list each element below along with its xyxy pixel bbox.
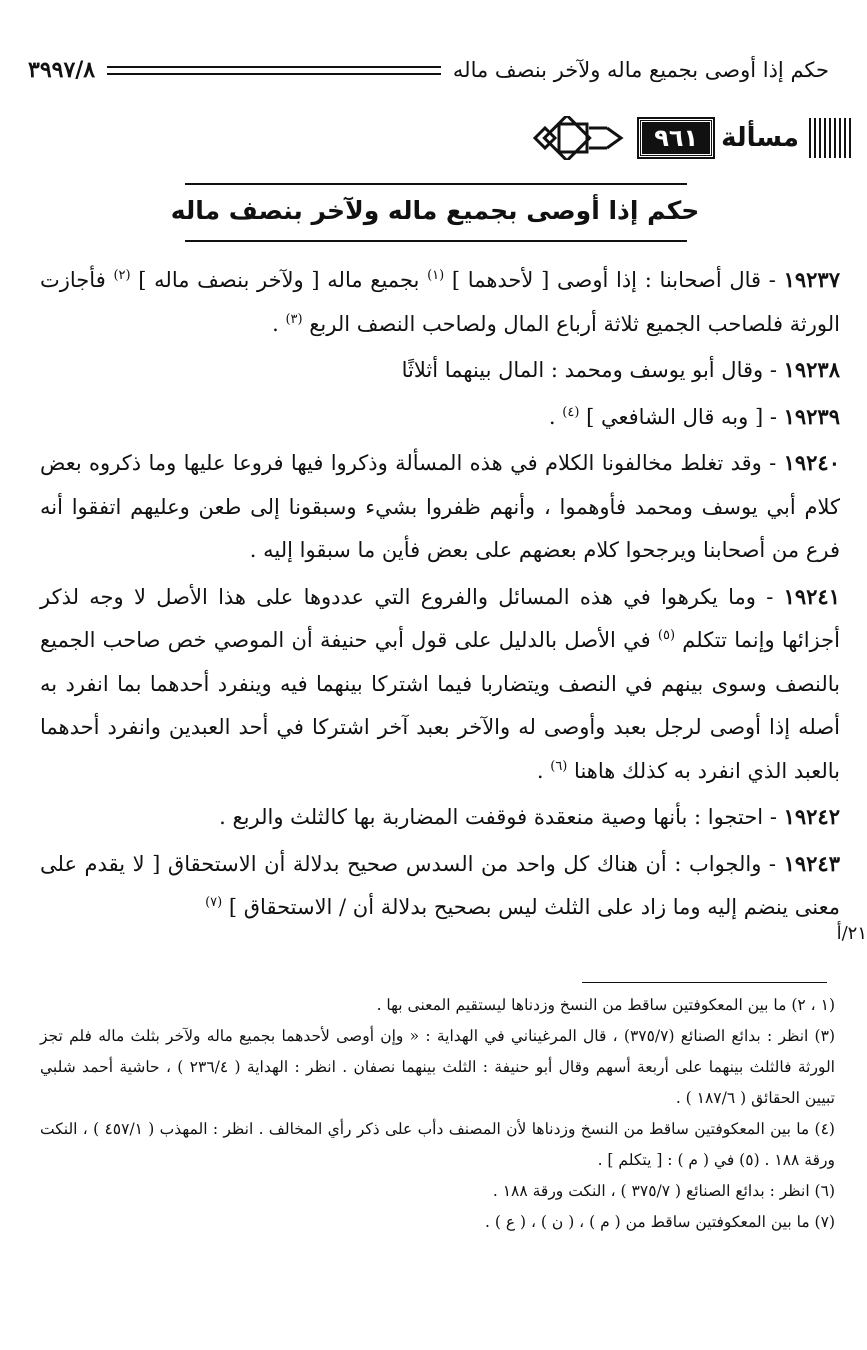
paragraph-text: .: [272, 311, 286, 336]
footnote-ref: (٦): [550, 758, 568, 774]
running-title: حكم إذا أوصى بجميع ماله ولآخر بنصف ماله: [452, 58, 829, 82]
paragraph-number: ١٩٢٤٢: [783, 804, 840, 829]
paragraph-text: - وقال أبو يوسف ومحمد : المال بينهما أثلاثًا: [401, 358, 784, 382]
footnote-separator: [582, 982, 827, 983]
paragraph-text: - وما يكرهوا في هذه المسائل والفروع التي عددوها على هذا الأصل لا وجه لذكر أجزائها وإنما تتكلم: [40, 584, 840, 652]
footnote-ref: (٣): [285, 311, 303, 327]
title-rule-top: [185, 183, 687, 185]
main-text: [40, 258, 840, 932]
paragraph: [40, 395, 840, 440]
masala-number: ٩٦١: [639, 119, 713, 157]
footnote: (٤) ما بين المعكوفتين ساقط من النسخ وزدناها لأن المصنف دأب على ذكر رأي المخالف . انظر : المهذب ( ٤٥٧/١ ) ، النكت ورقة ١٨٨ . (٥) في ( م ) : [ يتكلم ] .: [40, 1120, 835, 1169]
manuscript-folio-note: ٢١/أ: [836, 923, 867, 944]
paragraph-text: في الأصل بالدليل على قول أبي حنيفة أن الموصي خص صاحب الجميع بالنصف وسوى بينهم في النصف ويتضاربا فيما اشتركا بينهما فيه وينفرد أحدهما بما انفرد به أصله إذا أوصى لرجل بعبد وأوصى له والآخر بعبد آخر اشتركا في أحد العبدين وانفرد أحدهما بالعبد الذي انفرد به كذلك هاهنا: [40, 628, 840, 783]
knot-ornament-icon: [529, 116, 629, 160]
paragraph-text: فأجازت الورثة فلصاحب الجميع ثلاثة أرباع المال ولصاحب النصف الربع: [40, 268, 840, 336]
paragraph-text: .: [536, 758, 551, 783]
page-number: ٣٩٩٧/٨: [28, 57, 96, 83]
title-rule-bottom: [185, 240, 687, 242]
paragraph-text: - [ وبه قال الشافعي ]: [579, 404, 784, 429]
paragraph-text: .: [548, 404, 563, 429]
paragraph-text: - والجواب : أن هناك كل واحد من السدس صحيح بدلالة أن الاستحقاق [ لا يقدم على معنى ينضم إليه وما زاد على الثلث ليس بصحيح بدلالة أن / الاستحقاق ]: [40, 851, 840, 919]
paragraph-number: ١٩٢٣٩: [783, 403, 840, 429]
paragraph: [40, 258, 840, 346]
footnote-ref: (٧): [205, 895, 223, 910]
paragraph-number: ١٩٢٤٣: [783, 850, 840, 876]
paragraph: [40, 441, 840, 573]
footnote-ref: (١): [427, 268, 445, 283]
paragraph-text: - احتجوا : بأنها وصية منعقدة فوقفت المضاربة بها كالثلث والربع .: [219, 805, 784, 829]
footnote: (١ ، ٢) ما بين المعكوفتين ساقط من النسخ وزدناها ليستقيم المعنى بها .: [376, 996, 835, 1014]
footnote: (٧) ما بين المعكوفتين ساقط من ( م ) ، ( ن ) ، ( ع ) .: [485, 1213, 835, 1231]
header-double-rule: [107, 66, 441, 75]
paragraph: [40, 795, 840, 840]
paragraph-text: بجميع ماله [ ولآخر بنصف ماله ]: [130, 268, 428, 292]
footnotes: [40, 990, 835, 1238]
footnote: (٣) انظر : بدائع الصنائع (٣٧٥/٧) ، قال المرغيناني في الهداية : « وإن أوصى لأحدهما بجميع ماله ولآخر بثلث ماله فلم تجز الورثة فالثلث بينهما على أربعة أسهم وقال أبو حنيفة : الثلث بينهما نصفان . انظر : الهداية ( ٢٣٦/٤ ) ، حاشية أحمد شلبي تبيين الحقائق ( ١٨٧/٦ ) .: [40, 1027, 835, 1107]
paragraph: [40, 842, 840, 930]
paragraph-number: ١٩٢٣٧: [783, 267, 840, 292]
paragraph-number: ١٩٢٤٠: [783, 450, 840, 475]
chapter-title: حكم إذا أوصى بجميع ماله ولآخر بنصف ماله: [170, 196, 700, 225]
paragraph-number: ١٩٢٣٨: [783, 357, 840, 382]
paragraph-number: ١٩٢٤١: [783, 583, 840, 609]
footnote-ref: (٢): [113, 268, 131, 283]
hatch-ornament: [809, 118, 853, 158]
footnote-ref: (٥): [657, 628, 676, 643]
masala-heading: [529, 114, 853, 162]
masala-label: مسألة: [721, 123, 799, 153]
footnote-ref: (٤): [562, 404, 580, 420]
paragraph-text: - وقد تغلط مخالفونا الكلام في هذه المسألة وذكروا فيها فروعا عليها وما ذكروه بعض كلام أبي يوسف ومحمد فأوهموا ، وأنهم ظفروا بشيء وسبقونا إلى طعن وعليهم اتفقوا أنه فرع من أصحابنا ويرجحوا كلام بعضهم على بعض فأين ما سبقوا إليه .: [40, 451, 840, 562]
paragraph-text: - قال أصحابنا : إذا أوصى [ لأحدهما ]: [444, 268, 784, 292]
paragraph: [40, 575, 840, 794]
running-header: [28, 50, 829, 90]
footnote: (٦) انظر : بدائع الصنائع ( ٣٧٥/٧ ) ، النكت ورقة ١٨٨ .: [492, 1182, 835, 1200]
paragraph: [40, 348, 840, 393]
